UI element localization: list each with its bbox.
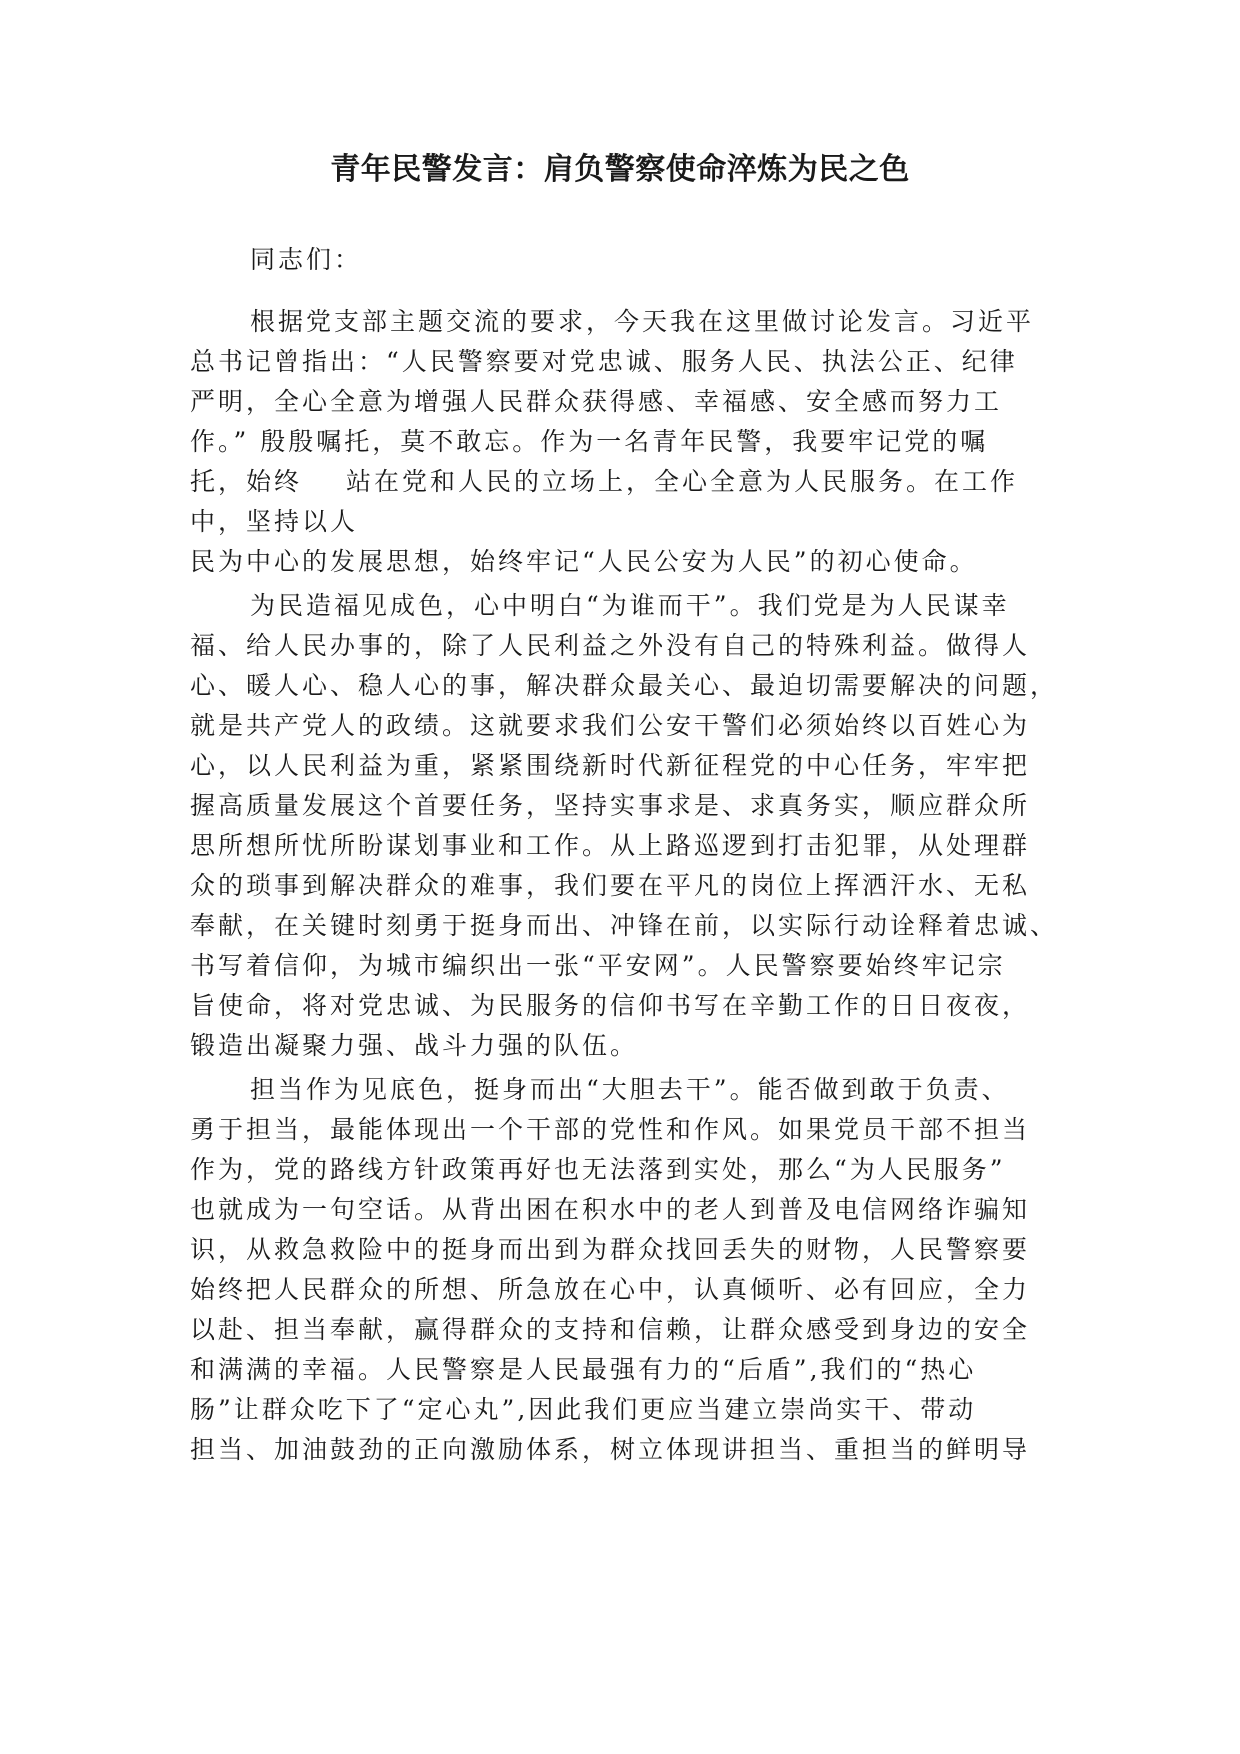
document-body xyxy=(190,240,1059,1470)
paragraph-line: 就是共产党人的政绩。这就要求我们公安干警们必须始终以百姓心为 xyxy=(190,711,1031,740)
greeting: 同志们： xyxy=(250,245,363,274)
paragraph-2 xyxy=(190,586,1059,1066)
paragraph-line: 旨使命，将对党忠诚、为民服务的信仰书写在辛勤工作的日日夜夜， xyxy=(190,991,1031,1020)
paragraph-line: 严明，全心全意为增强人民群众获得感、幸福感、安全感而努力工 xyxy=(190,387,1003,416)
paragraph-line: 奉献，在关键时刻勇于挺身而出、冲锋在前，以实际行动诠释着忠诚、 xyxy=(190,911,1059,940)
paragraph-line: 心、暖人心、稳人心的事，解决群众最关心、最迫切需要解决的问题， xyxy=(190,671,1059,700)
paragraph-line: 思所想所忧所盼谋划事业和工作。从上路巡逻到打击犯罪，从处理群 xyxy=(190,831,1031,860)
paragraph-3 xyxy=(190,1070,1050,1470)
paragraph-line: 和满满的幸福。人民警察是人民最强有力的“后盾”,我们的“热心 xyxy=(190,1355,977,1384)
paragraph-line: 福、给人民办事的，除了人民利益之外没有自己的特殊利益。做得人 xyxy=(190,631,1031,660)
paragraph-line: 作为，党的路线方针政策再好也无法落到实处，那么“为人民服务” xyxy=(190,1155,1006,1184)
paragraph-line: 作。” 殷殷嘱托，莫不敢忘。作为一名青年民警，我要牢记党的嘱 xyxy=(190,427,989,456)
paragraph-line: 也就成为一句空话。从背出困在积水中的老人到普及电信网络诈骗知 xyxy=(190,1195,1031,1224)
paragraph-line: 民为中心的发展思想，始终牢记“人民公安为人民”的初心使命。 xyxy=(190,547,978,576)
document-title: 青年民警发言：肩负警察使命淬炼为民之色 xyxy=(330,152,910,187)
paragraph-line: 总书记曾指出：“人民警察要对党忠诚、服务人民、执法公正、纪律 xyxy=(190,347,1018,376)
paragraph-line: 书写着信仰，为城市编织出一张“平安网”。人民警察要始终牢记宗 xyxy=(190,951,1006,980)
paragraph-line-split xyxy=(190,462,1050,502)
paragraph-line: 以赴、担当奉献，赢得群众的支持和信赖，让群众感受到身边的安全 xyxy=(190,1315,1031,1344)
paragraph-line: 肠”让群众吃下了“定心丸”,因此我们更应当建立崇尚实干、带动 xyxy=(190,1395,977,1424)
paragraph-1 xyxy=(190,302,1050,582)
paragraph-line: 勇于担当，最能体现出一个干部的党性和作风。如果党员干部不担当 xyxy=(190,1115,1031,1144)
paragraph-line: 担当作为见底色，挺身而出“大胆去干”。能否做到敢于负责、 xyxy=(250,1075,1010,1104)
paragraph-line: 锻造出凝聚力强、战斗力强的队伍。 xyxy=(190,1031,639,1060)
line-segment: 站在党和人民的立场上，全心全意为人民服务。在工作 xyxy=(346,467,1019,496)
paragraph-line: 根据党支部主题交流的要求，今天我在这里做讨论发言。习近平 xyxy=(250,307,1035,336)
paragraph-line: 识，从救急救险中的挺身而出到为群众找回丢失的财物，人民警察要 xyxy=(190,1235,1031,1264)
paragraph-line: 众的琐事到解决群众的难事，我们要在平凡的岗位上挥洒汗水、无私 xyxy=(190,871,1031,900)
paragraph-line: 心，以人民利益为重，紧紧围绕新时代新征程党的中心任务，牢牢把 xyxy=(190,751,1031,780)
paragraph-line: 担当、加油鼓劲的正向激励体系，树立体现讲担当、重担当的鲜明导 xyxy=(190,1435,1031,1464)
paragraph-line: 中，坚持以人 xyxy=(190,507,359,536)
paragraph-line: 握高质量发展这个首要任务，坚持实事求是、求真务实，顺应群众所 xyxy=(190,791,1031,820)
line-segment: 托，始终 xyxy=(190,467,303,496)
paragraph-line: 始终把人民群众的所想、所急放在心中，认真倾听、必有回应，全力 xyxy=(190,1275,1031,1304)
paragraph-line: 为民造福见成色，心中明白“为谁而干”。我们党是为人民谋幸 xyxy=(250,591,1010,620)
